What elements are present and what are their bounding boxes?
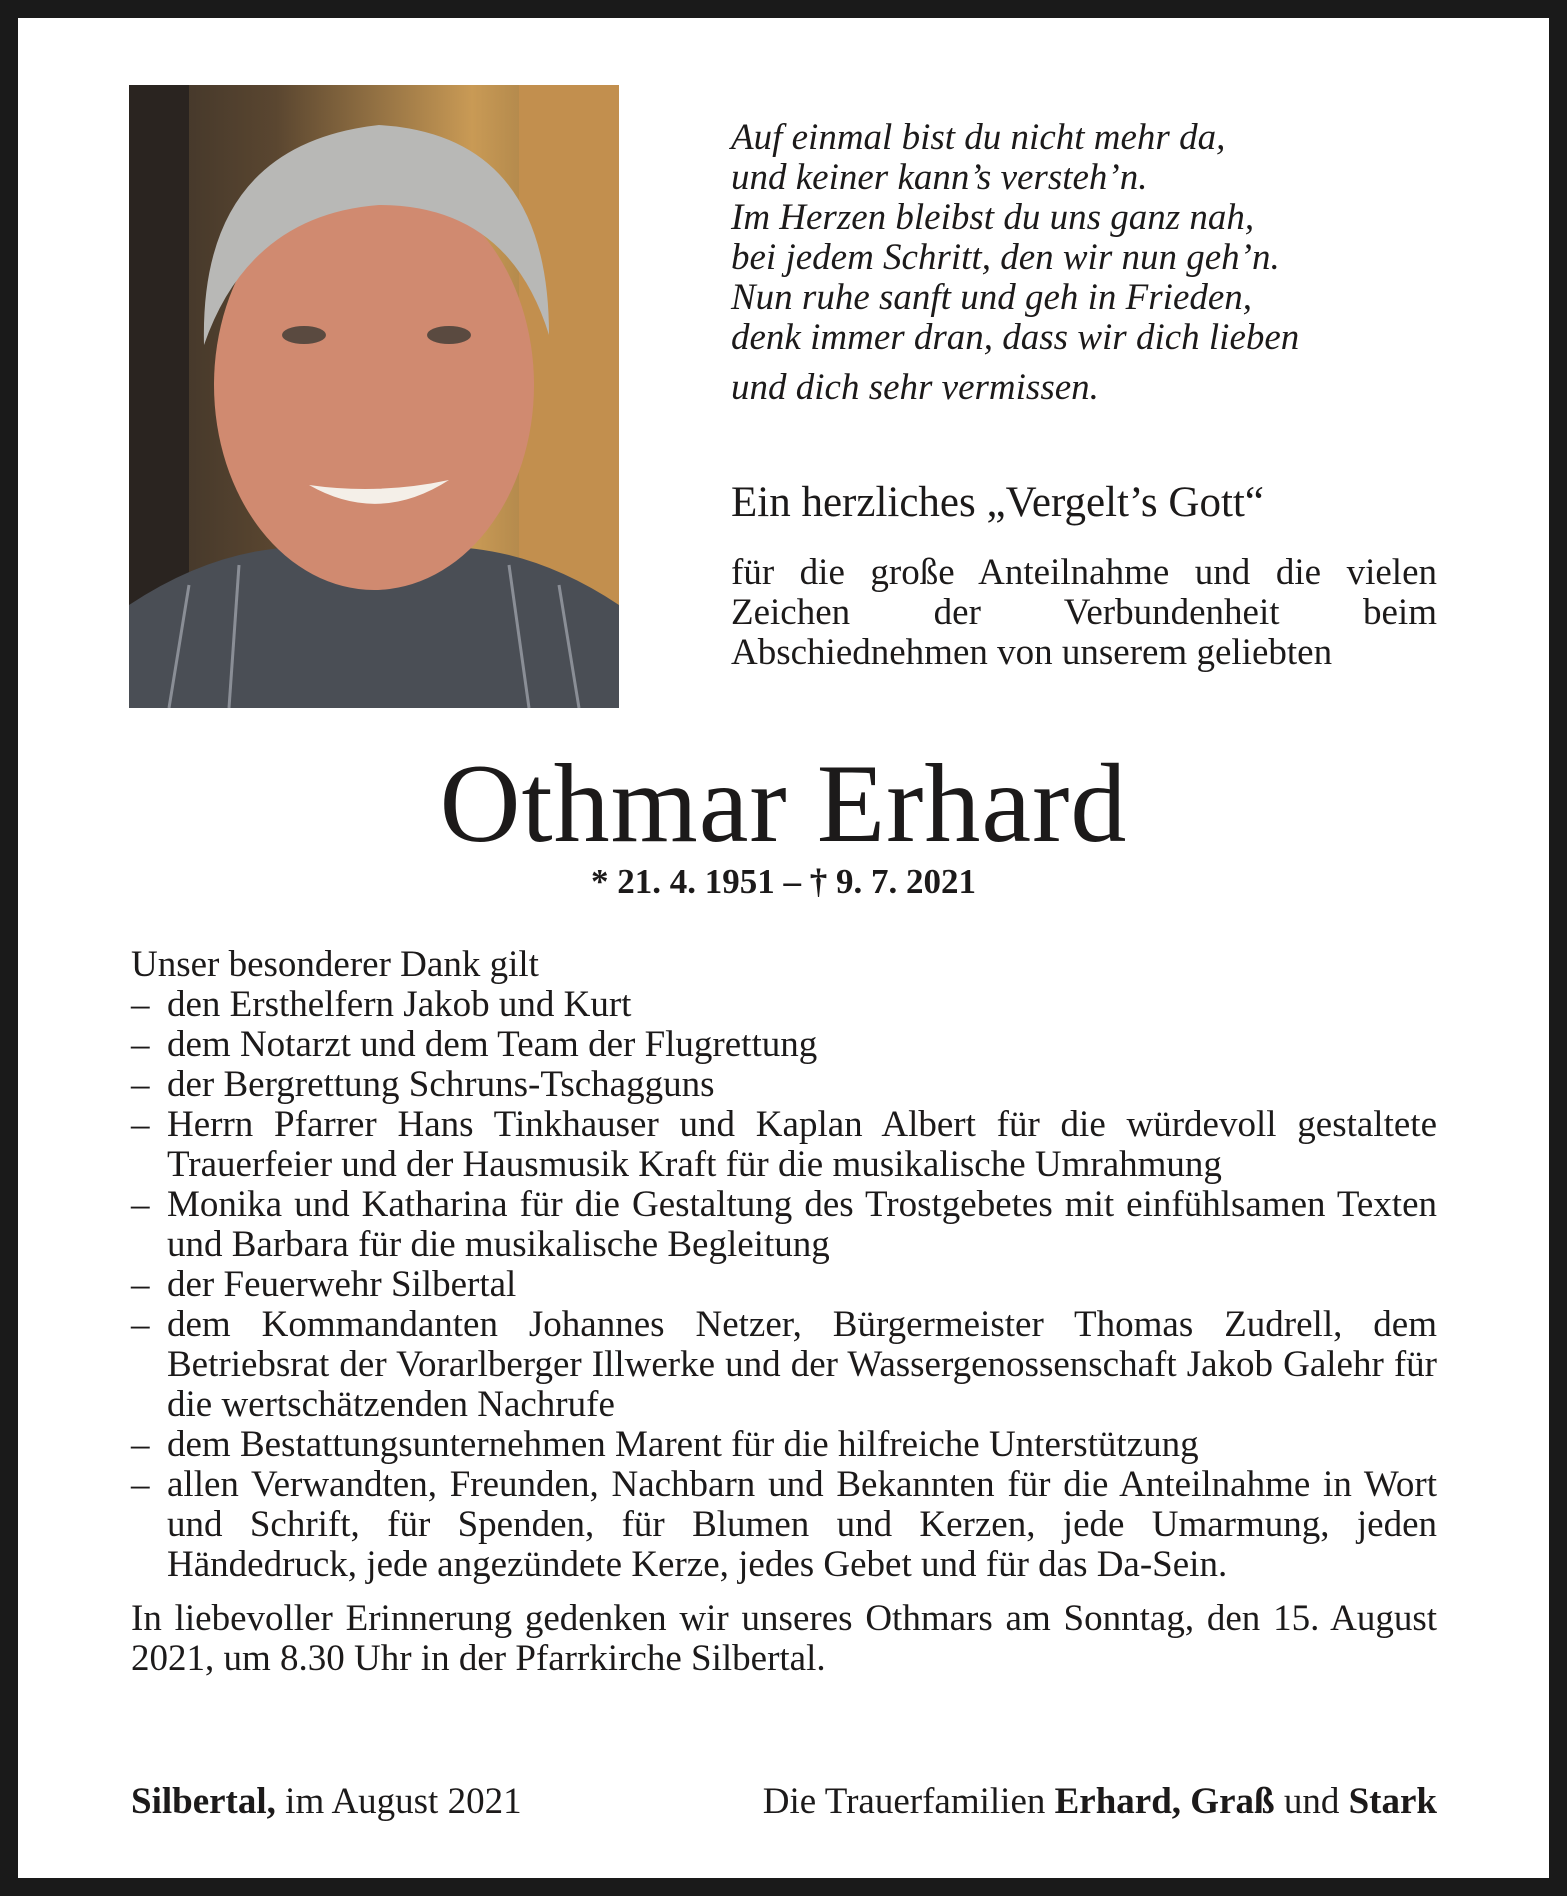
poem-line: Nun ruhe sanft und geh in Frieden, <box>731 277 1253 318</box>
dash: – <box>131 1024 150 1065</box>
portrait-photo <box>129 85 619 708</box>
dash: – <box>131 1104 150 1145</box>
dash: – <box>131 1264 150 1305</box>
dash: – <box>131 1304 150 1345</box>
list-item: – Herrn Pfarrer Hans Tinkhauser und Kaplan Albert für die würdevoll gestaltete Trauerfeier und der Hausmusik Kraft für die musikalische Umrahmung <box>131 1104 1437 1185</box>
list-item: – der Bergrettung Schruns-Tschagguns <box>131 1064 715 1105</box>
dash: – <box>131 1064 150 1105</box>
signature-families: Die Trauerfamilien Erhard, Graß und Stark <box>762 1781 1437 1822</box>
life-dates: * 21. 4. 1951 – † 9. 7. 2021 <box>591 862 976 901</box>
thanks-heading: Ein herzliches „Vergelt’s Gott“ <box>731 479 1264 526</box>
poem-line: und keiner kann’s versteh’n. <box>731 157 1148 198</box>
list-item: – Monika und Katharina für die Gestaltung des Trostgebetes mit einfühlsamen Texten und Barbara für die musikalische Begleitung <box>131 1184 1437 1265</box>
poem-line: bei jedem Schritt, den wir nun geh’n. <box>731 237 1280 278</box>
list-item: – allen Verwandten, Freunden, Nachbarn und Bekannten für die Anteilnahme in Wort und Schrift, für Spenden, für Blumen und Kerzen, jede Umarmung, jeden Händedruck, jede angezündete Kerze, jedes Gebet und für das Da-Sein. <box>131 1464 1437 1585</box>
list-item: – den Ersthelfern Jakob und Kurt <box>131 984 632 1025</box>
list-item: – dem Notarzt und dem Team der Flugrettung <box>131 1024 818 1065</box>
footer <box>131 1780 1437 1823</box>
poem-line: und dich sehr vermissen. <box>731 367 1099 408</box>
place-date: Silbertal, im August 2021 <box>131 1781 522 1822</box>
thanks-lead: Unser besonderer Dank gilt <box>131 944 539 985</box>
list-item: – dem Bestattungsunternehmen Marent für die hilfreiche Unterstützung <box>131 1424 1199 1465</box>
dash: – <box>131 1184 150 1225</box>
thanks-intro: für die große Anteilnahme und die vielen Zeichen der Verbundenheit beim Abschiednehmen von unserem geliebten <box>731 552 1437 673</box>
poem-line: Im Herzen bleibst du uns ganz nah, <box>731 197 1255 238</box>
poem-line: denk immer dran, dass wir dich lieben <box>731 317 1300 358</box>
dash: – <box>131 1464 150 1505</box>
list-item: – der Feuerwehr Silbertal <box>131 1264 517 1305</box>
dash: – <box>131 984 150 1025</box>
poem-line: Auf einmal bist du nicht mehr da, <box>731 117 1226 158</box>
dash: – <box>131 1424 150 1465</box>
thanks-body <box>131 945 1437 1679</box>
deceased-name: Othmar Erhard <box>439 742 1128 866</box>
poem <box>731 118 1299 408</box>
memorial-notice: In liebevoller Erinnerung gedenken wir unseres Othmars am Sonntag, den 15. August 2021, um 8.30 Uhr in der Pfarrkirche Silbertal. <box>131 1598 1437 1679</box>
list-item: – dem Kommandanten Johannes Netzer, Bürgermeister Thomas Zudrell, dem Betriebsrat der Vorarlberger Illwerke und der Wassergenossenschaft Jakob Galehr für die wertschätzenden Nachrufe <box>131 1304 1437 1425</box>
